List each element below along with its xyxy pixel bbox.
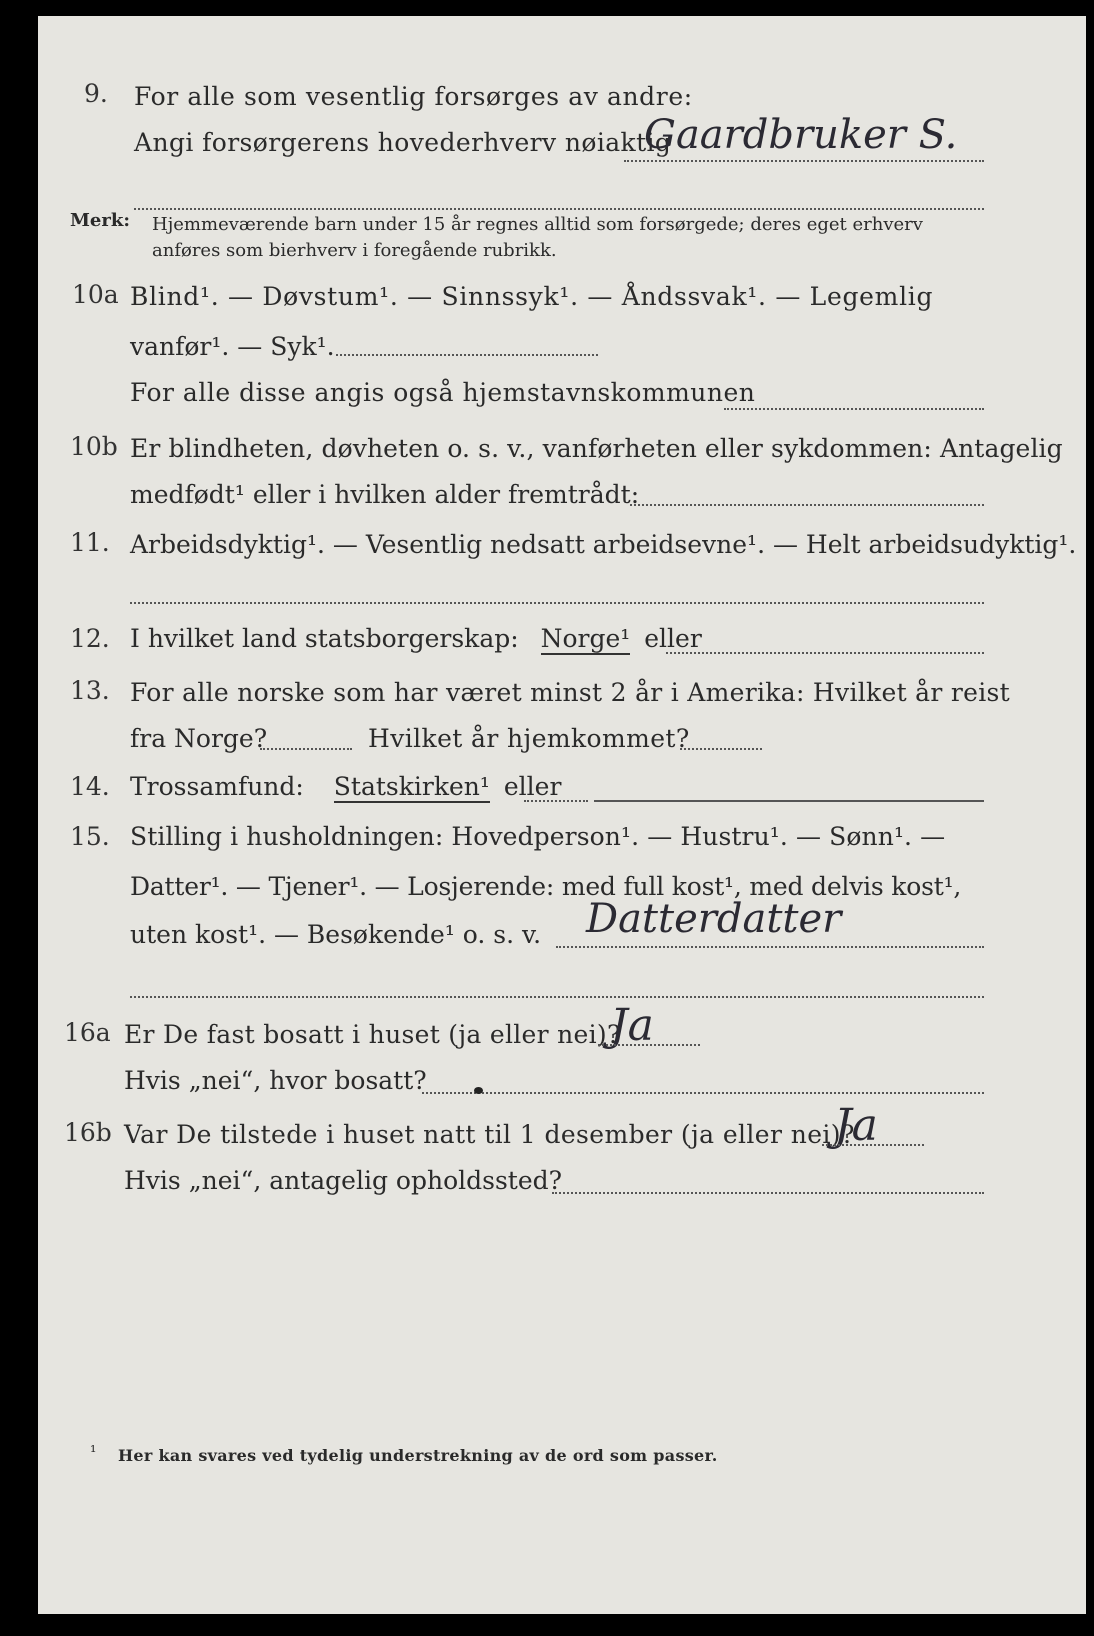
q15-handwritten-answer: Datterdatter — [586, 896, 842, 942]
q12-suffix: eller — [644, 624, 702, 653]
q14-answer-line-solid — [594, 800, 984, 802]
q15-extra-line — [130, 996, 984, 998]
q9-line2: Angi forsørgerens hovederhverv nøiaktig — [134, 128, 672, 157]
q10a-number: 10a — [72, 280, 119, 309]
q14-suffix: eller — [503, 772, 562, 801]
q10b-line2: medfødt¹ eller i hvilken alder fremtrådt: — [130, 480, 640, 509]
q12-option-norge: Norge¹ — [540, 624, 631, 653]
q13-line2a: fra Norge? — [130, 724, 268, 753]
q9-extra-line — [134, 208, 984, 210]
q16a-line1: Er De fast bosatt i huset (ja eller nei)? — [124, 1020, 621, 1049]
q15-number: 15. — [70, 822, 110, 851]
q16b-line1: Var De tilstede i huset natt til 1 desember (ja eller nei)? — [124, 1120, 855, 1149]
q11-extra-line — [130, 602, 984, 604]
q11-number: 11. — [70, 528, 110, 557]
q16a-answer-line — [598, 1044, 700, 1046]
q12-line — [130, 624, 702, 654]
q12-number: 12. — [70, 624, 110, 653]
ink-spot — [474, 1087, 483, 1094]
q13-line2b: Hvilket år hjemkommet? — [368, 724, 690, 753]
q13-line1: For alle norske som har været minst 2 år i Amerika: Hvilket år reist — [130, 678, 1011, 707]
footnote-text: Her kan svares ved tydelig understrekning av de ord som passer. — [118, 1446, 718, 1465]
q10a-line2: vanfør¹. — Syk¹. — [130, 332, 335, 361]
q16b-line2: Hvis „nei“, antagelig opholdssted? — [124, 1166, 563, 1195]
census-form-page — [38, 16, 1086, 1614]
q15-line1: Stilling i husholdningen: Hovedperson¹. — Hustru¹. — Sønn¹. — — [130, 822, 946, 851]
q16a-bosatt-line — [422, 1092, 984, 1094]
q9-number: 9. — [84, 79, 108, 108]
q10b-answer-line — [630, 504, 984, 506]
q10b-number: 10b — [70, 432, 118, 461]
q15-answer-line — [556, 946, 984, 948]
merk-line1: Hjemmeværende barn under 15 år regnes alltid som forsørgede; deres eget erhverv — [152, 214, 923, 235]
q14-line — [130, 772, 561, 802]
q16a-number: 16a — [64, 1018, 111, 1047]
q10a-line3: For alle disse angis også hjemstavnskommunen — [130, 378, 756, 407]
q16b-number: 16b — [64, 1118, 112, 1147]
q14-answer-line-dotted — [524, 800, 588, 802]
q16b-opholdssted-line — [552, 1192, 984, 1194]
q10a-line1: Blind¹. — Døvstum¹. — Sinnssyk¹. — Åndssvak¹. — Legemlig — [130, 282, 934, 311]
footnote-mark: ¹ — [90, 1442, 97, 1461]
q16b-handwritten-answer: Ja — [834, 1100, 878, 1151]
q10b-line1: Er blindheten, døvheten o. s. v., vanførheten eller sykdommen: Antagelig — [130, 434, 1063, 463]
q9-line1: For alle som vesentlig forsørges av andre: — [134, 82, 693, 111]
q16a-handwritten-answer: Ja — [610, 1000, 654, 1051]
q13-reist-line — [260, 748, 352, 750]
q10a-syk-line — [336, 354, 598, 356]
q15-line2: Datter¹. — Tjener¹. — Losjerende: med full kost¹, med delvis kost¹, — [130, 872, 962, 901]
q13-number: 13. — [70, 676, 110, 705]
q14-prefix: Trossamfund: — [130, 772, 304, 801]
merk-label: Merk: — [70, 210, 130, 231]
q12-prefix: I hvilket land statsborgerskap: — [130, 624, 519, 653]
q16a-line2: Hvis „nei“, hvor bosatt? — [124, 1066, 427, 1095]
q10a-hometown-line — [724, 408, 984, 410]
q9-handwritten-answer: Gaardbruker S. — [644, 112, 958, 158]
q16b-answer-line — [822, 1144, 924, 1146]
q14-number: 14. — [70, 772, 110, 801]
q14-option-statskirken: Statskirken¹ — [333, 772, 490, 801]
q11-line1: Arbeidsdyktig¹. — Vesentlig nedsatt arbeidsevne¹. — Helt arbeidsudyktig¹. — [130, 530, 1077, 559]
merk-line2: anføres som bierhverv i foregående rubrikk. — [152, 240, 557, 261]
q9-answer-line — [624, 160, 984, 162]
q15-line3: uten kost¹. — Besøkende¹ o. s. v. — [130, 920, 542, 949]
q13-hjemkommet-line — [680, 748, 762, 750]
q12-answer-line — [666, 652, 984, 654]
